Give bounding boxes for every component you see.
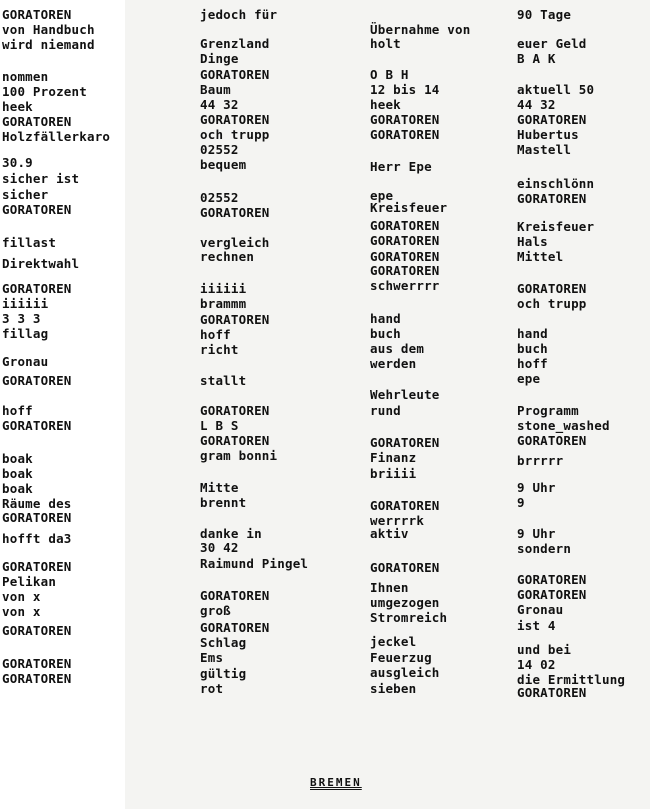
text-line: heek (370, 97, 401, 112)
text-line: GORATOREN (200, 112, 270, 127)
text-line: hand (370, 311, 401, 326)
text-line: epe (370, 188, 394, 203)
text-line: vergleich (200, 235, 270, 250)
text-line: GORATOREN (2, 281, 72, 296)
text-line: GORATOREN (2, 559, 72, 574)
text-line: 02552 (200, 190, 239, 205)
text-line: aktuell 50 (517, 82, 595, 97)
text-line: buch (370, 326, 401, 341)
text-line: hand (517, 326, 548, 341)
text-line: euer Geld (517, 36, 587, 51)
text-line: epe (517, 371, 541, 386)
text-line: B A K (517, 51, 556, 66)
text-line: Holzfällerkaro (2, 129, 111, 144)
text-line: 12 bis 14 (370, 82, 440, 97)
text-line: Ems (200, 650, 224, 665)
text-line: jeckel (370, 634, 417, 649)
text-line: holt (370, 36, 401, 51)
text-line: GORATOREN (517, 572, 587, 587)
text-line: hoff (200, 327, 231, 342)
text-line: GORATOREN (200, 620, 270, 635)
text-line: Hubertus (517, 127, 579, 142)
text-line: sicher ist (2, 171, 80, 186)
text-line: GORATOREN (370, 560, 440, 575)
text-line: die Ermittlung (517, 672, 626, 687)
text-line: GORATOREN (517, 191, 587, 206)
text-line: Stromreich (370, 610, 448, 625)
text-line: och trupp (517, 296, 587, 311)
text-line: Baum (200, 82, 231, 97)
text-line: stone_washed (517, 418, 610, 433)
text-line: GORATOREN (370, 263, 440, 278)
text-line: GORATOREN (2, 7, 72, 22)
text-line: heek (2, 99, 33, 114)
text-line: GORATOREN (2, 656, 72, 671)
text-line: Feuerzug (370, 650, 432, 665)
text-line: 9 (517, 495, 525, 510)
text-line: von x (2, 589, 41, 604)
text-line: Grenzland (200, 36, 270, 51)
text-line: Herr Epe (370, 159, 432, 174)
text-line: bequem (200, 157, 247, 172)
text-line: GORATOREN (2, 671, 72, 686)
text-line: fillag (2, 326, 49, 341)
text-line: von Handbuch (2, 22, 95, 37)
text-line: GORATOREN (517, 112, 587, 127)
text-line: hoff (2, 403, 33, 418)
text-line: GORATOREN (200, 205, 270, 220)
text-line: Gronau (2, 354, 49, 369)
text-line: Schlag (200, 635, 247, 650)
text-line: brammm (200, 296, 247, 311)
text-line: schwerrrr (370, 278, 440, 293)
text-line: 9 Uhr (517, 526, 556, 541)
text-line: GORATOREN (200, 588, 270, 603)
text-line: jedoch für (200, 7, 278, 22)
text-line: GORATOREN (200, 403, 270, 418)
text-line: rund (370, 403, 401, 418)
text-line: 30 42 (200, 540, 239, 555)
text-line: Mittel (517, 249, 564, 264)
text-line: GORATOREN (370, 127, 440, 142)
text-line: Hals (517, 234, 548, 249)
text-line: brennt (200, 495, 247, 510)
text-line: boak (2, 466, 33, 481)
text-line: 44 32 (200, 97, 239, 112)
text-line: und bei (517, 642, 572, 657)
text-line: boak (2, 481, 33, 496)
text-line: Räume des (2, 496, 72, 511)
text-line: GORATOREN (370, 112, 440, 127)
text-line: GORATOREN (200, 312, 270, 327)
text-line: 9 Uhr (517, 480, 556, 495)
text-line: Mitte (200, 480, 239, 495)
text-line: gram bonni (200, 448, 278, 463)
text-line: ist 4 (517, 618, 556, 633)
text-line: GORATOREN (517, 587, 587, 602)
text-line: Mastell (517, 142, 572, 157)
text-line: nommen (2, 69, 49, 84)
text-line: GORATOREN (517, 281, 587, 296)
text-line: gültig (200, 666, 247, 681)
text-line: sicher (2, 187, 49, 202)
text-line: GORATOREN (2, 623, 72, 638)
text-line: GORATOREN (200, 67, 270, 82)
text-line: boak (2, 451, 33, 466)
text-line: Pelikan (2, 574, 57, 589)
text-line: 14 02 (517, 657, 556, 672)
text-line: 30.9 (2, 155, 33, 170)
text-line: wird niemand (2, 37, 95, 52)
text-line: 90 Tage (517, 7, 572, 22)
text-line: 02552 (200, 142, 239, 157)
text-line: GORATOREN (2, 510, 72, 525)
text-line: briiii (370, 466, 417, 481)
text-line: werrrrk (370, 513, 425, 528)
text-line: och trupp (200, 127, 270, 142)
text-line: GORATOREN (370, 233, 440, 248)
text-line: buch (517, 341, 548, 356)
text-line: Gronau (517, 602, 564, 617)
text-line: iiiiii (2, 296, 49, 311)
text-line: hofft da3 (2, 531, 72, 546)
text-line: Dinge (200, 51, 239, 66)
text-line: ausgleich (370, 665, 440, 680)
text-line: richt (200, 342, 239, 357)
text-line: GORATOREN (2, 418, 72, 433)
text-line: GORATOREN (370, 218, 440, 233)
text-line: von x (2, 604, 41, 619)
text-line: Programm (517, 403, 579, 418)
text-line: werden (370, 356, 417, 371)
text-line: rechnen (200, 249, 255, 264)
text-line: aus dem (370, 341, 425, 356)
text-line: GORATOREN (2, 373, 72, 388)
text-line: GORATOREN (2, 202, 72, 217)
text-line: sondern (517, 541, 572, 556)
footer-city: BREMEN (310, 776, 362, 789)
text-line: Wehrleute (370, 387, 440, 402)
text-line: 44 32 (517, 97, 556, 112)
text-line: einschlönn (517, 176, 595, 191)
text-line: groß (200, 603, 231, 618)
text-line: iiiiii (200, 281, 247, 296)
text-line: danke in (200, 526, 262, 541)
text-line: Finanz (370, 450, 417, 465)
text-line: Kreisfeuer (517, 219, 595, 234)
text-line: fillast (2, 235, 57, 250)
text-line: L B S (200, 418, 239, 433)
text-line: rot (200, 681, 224, 696)
text-line: Übernahme von (370, 22, 471, 37)
text-line: O B H (370, 67, 409, 82)
text-line: Raimund Pingel (200, 556, 309, 571)
text-line: umgezogen (370, 595, 440, 610)
text-line: Direktwahl (2, 256, 80, 271)
text-line: GORATOREN (517, 685, 587, 700)
text-line: aktiv (370, 526, 409, 541)
text-line: Ihnen (370, 580, 409, 595)
text-line: GORATOREN (370, 435, 440, 450)
text-line: GORATOREN (200, 433, 270, 448)
text-line: 3 3 3 (2, 311, 41, 326)
text-line: hoff (517, 356, 548, 371)
text-line: Kreisfeuer (370, 200, 448, 215)
text-line: stallt (200, 373, 247, 388)
text-line: GORATOREN (370, 249, 440, 264)
text-line: GORATOREN (517, 433, 587, 448)
text-line: GORATOREN (2, 114, 72, 129)
text-line: brrrrr (517, 453, 564, 468)
text-line: sieben (370, 681, 417, 696)
text-line: 100 Prozent (2, 84, 87, 99)
text-line: GORATOREN (370, 498, 440, 513)
